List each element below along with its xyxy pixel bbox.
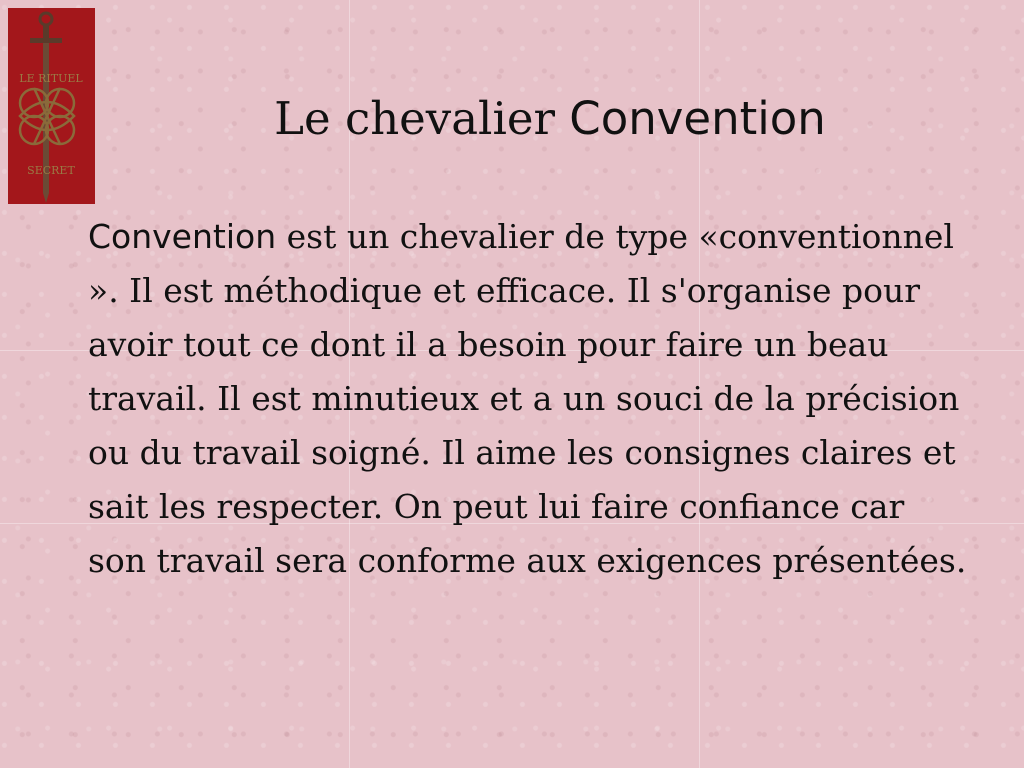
body-emphasis: Convention [88, 217, 277, 256]
title-emphasis: Convention [569, 92, 826, 145]
logo-text-top: LE RITUEL [19, 72, 83, 85]
body-text: est un chevalier de type «conventionnel ». Il est méthodique et efficace. Il s'organise pour avoir tout ce dont il a besoin pour faire un beau travail. Il est minutieux et a un souci de la précision ou du travail soigné. Il aime les consignes claires et sait les respecter. On peut lui faire confiance car son travail sera conforme aux exigences présentées. [88, 217, 967, 580]
logo [8, 8, 95, 204]
slide-body [88, 210, 968, 588]
logo-text-bottom: SECRET [27, 164, 75, 177]
sword-knot-emblem-icon [8, 8, 95, 204]
slide-title [120, 92, 980, 146]
title-prefix: Le chevalier [274, 92, 570, 145]
